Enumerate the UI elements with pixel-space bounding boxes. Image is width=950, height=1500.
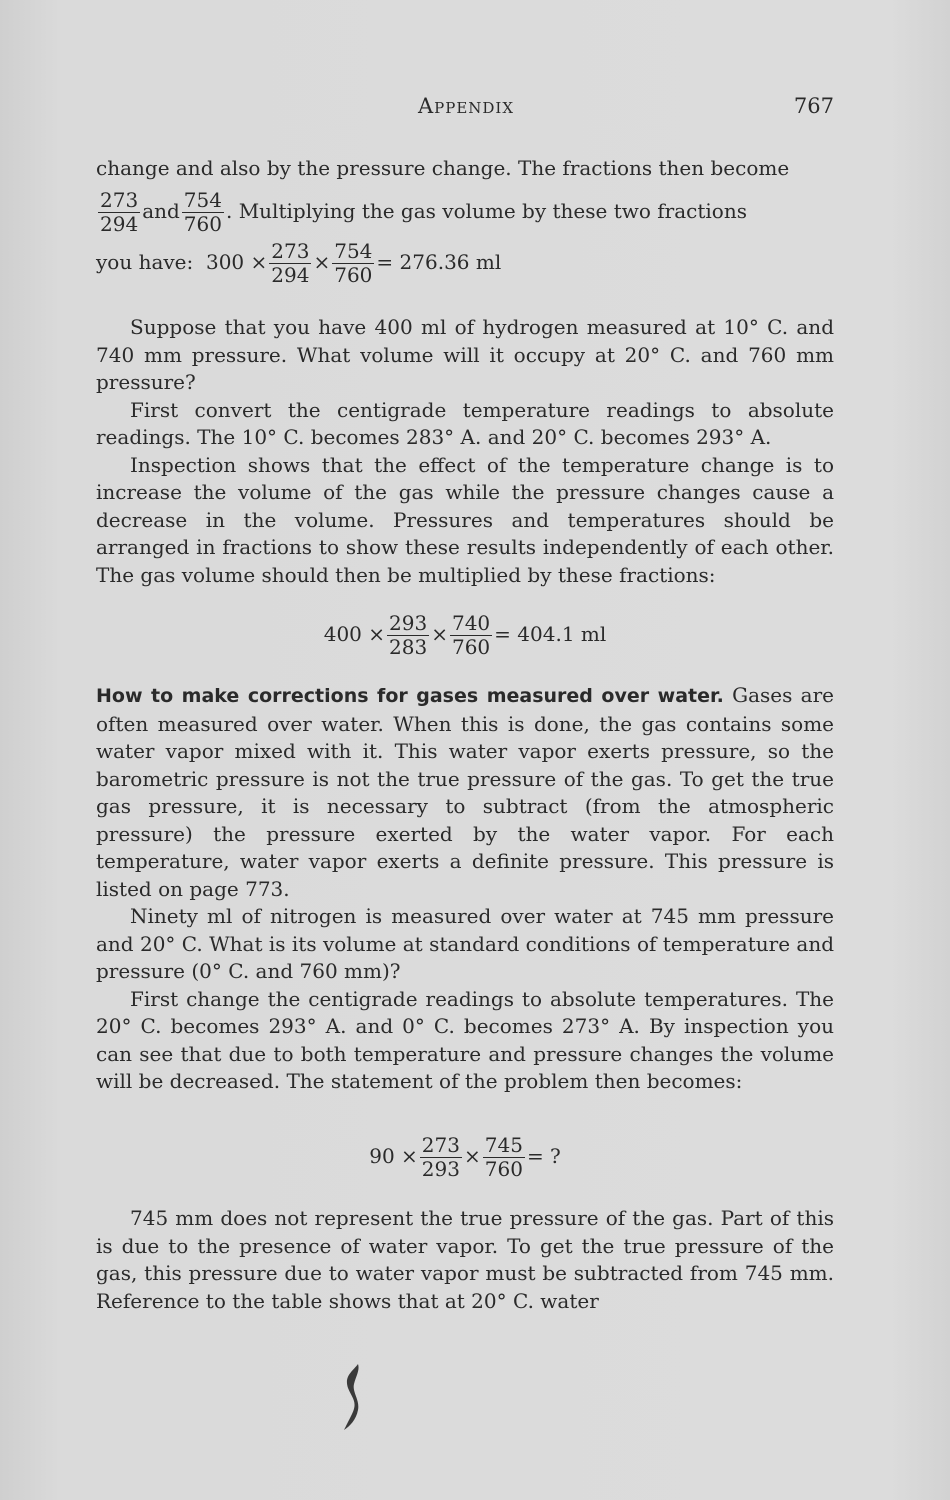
denominator: 294 [100,211,139,236]
paragraph: Suppose that you have 400 ml of hydrogen measured at 10° C. and 740 mm pressure. What volume will it occupy at 20° C. and 760 mm pressure? [96,315,834,394]
numerator: 273 [271,238,310,263]
equation-result: = ? [526,1144,561,1168]
running-header [96,94,836,124]
denominator: 760 [183,211,222,236]
denominator: 760 [484,1157,523,1181]
numerator: 740 [451,611,491,635]
equation-line [96,240,834,287]
fraction [450,612,492,659]
fraction-line [96,189,834,236]
header-title: Appendix [417,94,515,118]
numerator: 745 [484,1133,523,1157]
times-sign: × [463,1144,481,1168]
denominator: 294 [271,262,310,287]
denominator: 760 [334,262,373,287]
equation-term: 300 × [205,249,268,274]
numerator: 754 [183,187,222,212]
ink-smudge-mark [338,1362,368,1432]
fraction [98,189,140,236]
paragraph: First change the centigrade readings to absolute temperatures. The 20° C. becomes 293° A. and 0° C. becomes 273° A. By inspection you can see that due to both temperature and pressure changes the volume will be decreased. The statement of the problem then becomes: [96,986,834,1093]
numerator: 273 [421,1133,460,1157]
paragraph [96,682,834,903]
equation-result: = 276.36 ml [376,249,502,274]
paragraph: Inspection shows that the effect of the temperature change is to increase the volume of the gas while the pressure changes cause a decrease in the volume. Pressures and temperatures should be arranged in fractions to show these results independently of each other. The gas volume should then be multiplied by these fractions: [96,452,834,587]
equation-block [96,1134,834,1181]
fraction [182,189,224,236]
numerator: 293 [389,611,428,635]
equation-result: = 404.1 ml [494,622,607,646]
denominator: 293 [421,1157,460,1181]
fraction [483,1134,525,1181]
text-fragment: . Multiplying the gas volume by these two fractions [225,198,747,223]
paragraph: 745 mm does not represent the true pressure of the gas. Part of this is due to the presence of water vapor. To get the true pressure of the gas, this pressure due to water vapor must be subtracted from 745 mm. Reference to the table shows that at 20° C. water [96,1206,834,1313]
section-heading: How to make corrections for gases measured over water. [96,685,724,707]
denominator: 760 [451,635,491,659]
page-number: 767 [793,94,834,118]
continuation-paragraph [96,155,834,287]
times-sign: × [313,249,331,274]
section-text-block [96,682,834,1096]
fraction [269,240,311,287]
equation-term: 90 × [369,1144,418,1168]
fraction [332,240,374,287]
equation-term: 400 × [323,622,386,646]
paragraph-body: Gases are often measured over water. When this is done, the gas contains some water vapor mixed with it. This water vapor exerts pressure, so the barometric pressure is not the true pressure of the gas. To get the true gas pressure, it is necessary to subtract (from the atmospheric pressure) the pressure exerted by the water vapor. For each temperature, water vapor exerts a definite pressure. This pressure is listed on page 773. [96,683,834,901]
text-fragment: and [142,198,180,223]
denominator: 283 [389,635,428,659]
final-text-block [96,1205,834,1315]
numerator: 754 [334,238,373,263]
paragraph: First convert the centigrade temperature readings to absolute readings. The 10° C. becomes 283° A. and 20° C. becomes 293° A. [96,397,834,449]
equation-block [96,612,834,659]
numerator: 273 [100,187,139,212]
paragraph: Ninety ml of nitrogen is measured over water at 745 mm pressure and 20° C. What is its volume at standard conditions of temperature and pressure (0° C. and 760 mm)? [96,904,834,983]
text-fragment: you have: [96,249,194,274]
times-sign: × [431,622,448,646]
fraction [420,1134,462,1181]
text-line: change and also by the pressure change. The fractions then become [96,156,790,180]
body-text-block [96,314,834,589]
fraction [387,612,429,659]
